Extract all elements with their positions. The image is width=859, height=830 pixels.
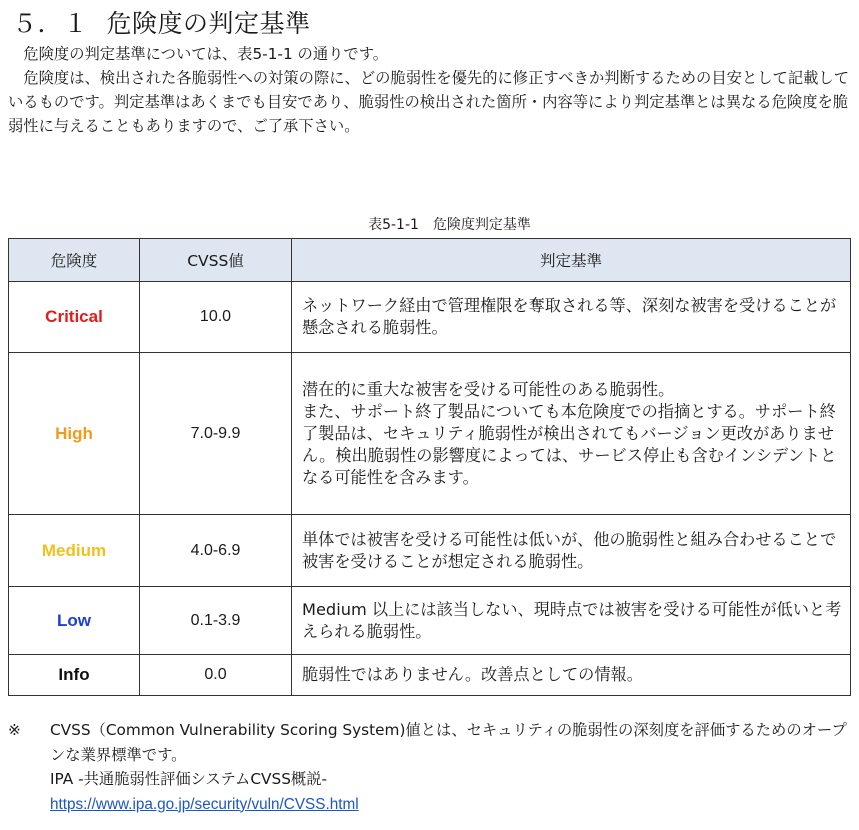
table-caption: 表5-1-1 危険度判定基準 [368, 217, 531, 233]
footnote [8, 718, 854, 817]
section-number: ５．１ [12, 9, 89, 38]
criteria-description: Medium 以上には該当しない、現時点では被害を受ける可能性が低いと考えられる脆弱性。 [292, 587, 851, 655]
level-critical: Critical [9, 282, 140, 353]
table-row [9, 353, 851, 515]
section-title: 危険度の判定基準 [106, 9, 311, 38]
cvss-score: 10.0 [140, 282, 292, 353]
criteria-description: ネットワーク経由で管理権限を奪取される等、深刻な被害を受けることが懸念される脆弱性。 [292, 282, 851, 353]
criteria-description: 脆弱性ではありません。改善点としての情報。 [292, 655, 851, 696]
note-mark: ※ [8, 721, 21, 739]
level-info: Info [9, 655, 140, 696]
level-medium: Medium [9, 515, 140, 587]
criteria-description: 潜在的に重大な被害を受ける可能性のある脆弱性。 また、サポート終了製品についても本危険度での指摘とする。サポート終了製品は、セキュリティ脆弱性が検出されてもバージョン更改がありません。検出脆弱性の影響度によっては、サービス停止も含むインシデントとなる可能性を含みます。 [292, 353, 851, 515]
table-row [9, 587, 851, 655]
section-heading [12, 4, 311, 40]
cvss-score: 4.0-6.9 [140, 515, 292, 587]
intro-text [8, 42, 854, 138]
level-low: Low [9, 587, 140, 655]
cvss-link[interactable]: https://www.ipa.go.jp/security/vuln/CVSS.html [50, 795, 359, 813]
table-row [9, 282, 851, 353]
table-row [9, 515, 851, 587]
note-text: CVSS（Common Vulnerability Scoring System)値とは、セキュリティの脆弱性の深刻度を評価するためのオープンな業界標準です。 [50, 721, 847, 764]
header-cvss: CVSS値 [140, 239, 292, 282]
table-header-row [9, 239, 851, 282]
level-high: High [9, 353, 140, 515]
risk-criteria-table [8, 238, 851, 696]
intro-paragraph-2: 危険度は、検出された各脆弱性への対策の際に、どの脆弱性を優先的に修正すべきか判断するための目安として記載しているものです。判定基準はあくまでも目安であり、脆弱性の検出された箇所・内容等により判定基準とは異なる危険度を脆弱性に与えることもありますので、ご了承下さい。 [8, 69, 850, 135]
criteria-description: 単体では被害を受ける可能性は低いが、他の脆弱性と組み合わせることで被害を受けることが想定される脆弱性。 [292, 515, 851, 587]
header-level: 危険度 [9, 239, 140, 282]
cvss-score: 7.0-9.9 [140, 353, 292, 515]
cvss-score: 0.0 [140, 655, 292, 696]
cvss-score: 0.1-3.9 [140, 587, 292, 655]
intro-paragraph-1: 危険度の判定基準については、表5-1-1 の通りです。 [23, 45, 389, 63]
table-row [9, 655, 851, 696]
header-criteria: 判定基準 [292, 239, 851, 282]
note-reference: IPA -共通脆弱性評価システムCVSS概説- [50, 770, 328, 788]
